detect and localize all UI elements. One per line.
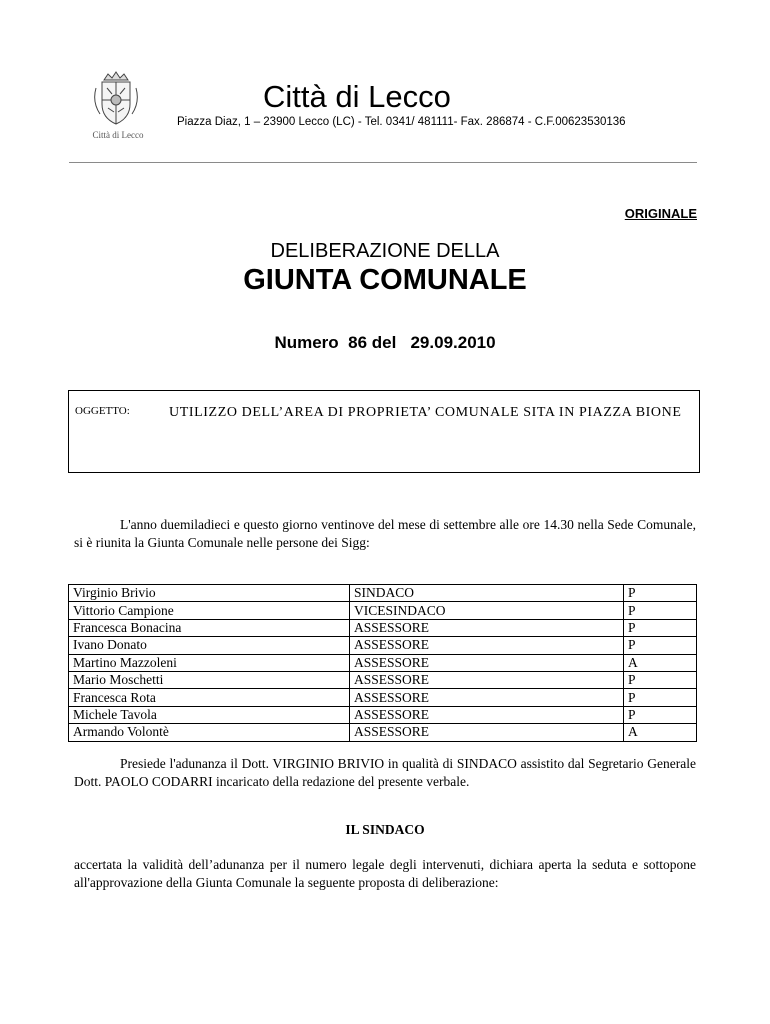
table-row (69, 619, 697, 636)
document-title-line2: GIUNTA COMUNALE (243, 264, 527, 296)
table-row (69, 724, 697, 741)
member-presence: P (624, 671, 697, 688)
city-name: Città di Lecco (263, 79, 451, 114)
document-title-line1: DELIBERAZIONE DELLA (270, 240, 500, 262)
member-name: Vittorio Campione (69, 602, 350, 619)
member-name: Francesca Bonacina (69, 619, 350, 636)
presiding-paragraph: Presiede l'adunanza il Dott. VIRGINIO BRIVIO in qualità di SINDACO assistito dal Segretario Generale Dott. PAOLO CODARRI incaricato della redazione del presente verbale. (74, 756, 696, 789)
member-role: ASSESSORE (350, 689, 624, 706)
members-table (68, 584, 697, 742)
subject-box (68, 390, 700, 473)
member-presence: P (624, 689, 697, 706)
member-name: Virginio Brivio (69, 585, 350, 602)
member-role: SINDACO (350, 585, 624, 602)
logo-caption: Città di Lecco (92, 130, 144, 140)
intro-paragraph: L'anno duemiladieci e questo giorno ventinove del mese di settembre alle ore 14.30 nella Sede Comunale, si è riunita la Giunta Comunale nelle persone dei Sigg: (74, 517, 696, 550)
member-presence: A (624, 724, 697, 741)
table-row (69, 585, 697, 602)
member-name: Martino Mazzoleni (69, 654, 350, 671)
document-number-date: Numero 86 del 29.09.2010 (274, 333, 496, 352)
proposal-paragraph: accertata la validità dell’adunanza per il numero legale degli intervenuti, dichiara aperta la seduta e sottopone all'approvazione della Giunta Comunale la seguente proposta di deliberazione: (74, 857, 696, 890)
member-role: ASSESSORE (350, 619, 624, 636)
member-presence: P (624, 637, 697, 654)
document-status: ORIGINALE (624, 206, 697, 221)
member-presence: A (624, 654, 697, 671)
city-address: Piazza Diaz, 1 – 23900 Lecco (LC) - Tel. 0341/ 481111- Fax. 286874 - C.F.00623530136 (177, 116, 626, 128)
subject-text: UTILIZZO DELL’AREA DI PROPRIETA’ COMUNALE SITA IN PIAZZA BIONE (169, 405, 682, 420)
member-name: Francesca Rota (69, 689, 350, 706)
table-row (69, 637, 697, 654)
member-role: VICESINDACO (350, 602, 624, 619)
member-role: ASSESSORE (350, 654, 624, 671)
section-heading: IL SINDACO (345, 822, 425, 837)
member-name: Ivano Donato (69, 637, 350, 654)
member-presence: P (624, 602, 697, 619)
table-row (69, 654, 697, 671)
member-role: ASSESSORE (350, 706, 624, 723)
header-divider (69, 162, 697, 163)
member-presence: P (624, 585, 697, 602)
member-name: Michele Tavola (69, 706, 350, 723)
table-row (69, 706, 697, 723)
member-role: ASSESSORE (350, 637, 624, 654)
table-row (69, 671, 697, 688)
table-row (69, 689, 697, 706)
member-name: Armando Volontè (69, 724, 350, 741)
city-crest-icon (90, 70, 142, 128)
member-presence: P (624, 619, 697, 636)
member-name: Mario Moschetti (69, 671, 350, 688)
member-role: ASSESSORE (350, 724, 624, 741)
table-row (69, 602, 697, 619)
member-role: ASSESSORE (350, 671, 624, 688)
subject-label: OGGETTO: (75, 405, 130, 417)
member-presence: P (624, 706, 697, 723)
